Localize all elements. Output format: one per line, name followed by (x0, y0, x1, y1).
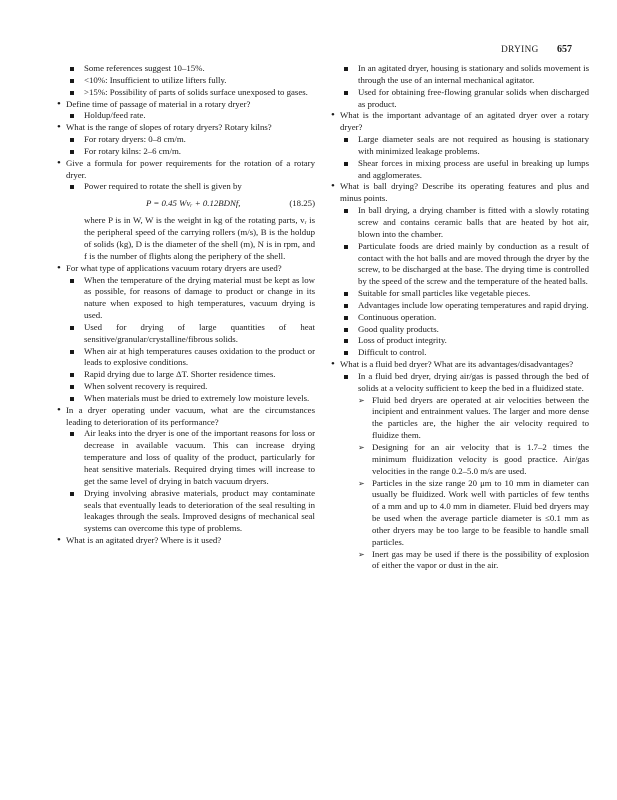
question-item: • In a dryer operating under vacuum, what are the circumstances leading to deterioration of its performance? (57, 405, 315, 429)
question-item: • What is an agitated dryer? Where is it used? (57, 535, 315, 547)
answer-item: Holdup/feed rate. (57, 110, 315, 122)
answer-item: When solvent recovery is required. (57, 381, 315, 393)
answer-item: Rapid drying due to large ΔT. Shorter residence times. (57, 369, 315, 381)
answer-item: Large diameter seals are not required as housing is stationary with minimized leakage problems. (331, 134, 589, 158)
question-item: • What is the important advantage of an agitated dryer over a rotary dryer? (331, 110, 589, 134)
question-item: • Define time of passage of material in a rotary dryer? (57, 99, 315, 111)
left-column (57, 63, 315, 547)
answer-item: Air leaks into the dryer is one of the important reasons for loss or decrease in available vacuum. This can increase drying temperature and loss of quality of the product, particularly for heat sensitive materials. Required drying times will increase to get the same level of drying in batch vacuum dryers. (57, 428, 315, 487)
answer-item: Drying involving abrasive materials, product may contaminate seals that eventually leads to deterioration of the seal resulting in leakages through the seals. Improved designs of mechanical seal systems can overcome this type of problems. (57, 488, 315, 535)
answer-item: Continuous operation. (331, 312, 589, 324)
answer-item: Particulate foods are dried mainly by conduction as a result of contact with the hot balls and are moved through the dryer by the screw, to be discharged at the base. The drying time is controlled by the speed of the screw and the temperature of the heated balls. (331, 241, 589, 288)
answer-item: Good quality products. (331, 324, 589, 336)
sub-answer-item: ➢ Particles in the size range 20 μm to 10 mm in diameter can usually be fluidized. Work well with particles of few tenths of a mm and up to 4.0 mm in diameter. Fluid bed dryers may be used when the average particle diameter is ≤0.1 mm as other dryers may be too large to be feasible to handle small particles. (331, 478, 589, 549)
answer-item: In an agitated dryer, housing is stationary and solids movement is through the use of an internal mechanical agitator. (331, 63, 589, 87)
answer-item: >15%: Possibility of parts of solids surface unexposed to gases. (57, 87, 315, 99)
answer-item: When air at high temperatures causes oxidation to the product or leads to explosive conditions. (57, 346, 315, 370)
answer-item: Some references suggest 10–15%. (57, 63, 315, 75)
right-column (331, 63, 589, 572)
answer-item: In ball drying, a drying chamber is fitted with a slowly rotating screw and contains ceramic balls that are heated by hot air, blown into the chamber. (331, 205, 589, 241)
sub-answer-item: ➢ Fluid bed dryers are operated at air velocities between the incipient and entrainment values. The larger and more dense the particles are, the higher the air velocity required to fluidize them. (331, 395, 589, 442)
question-item: • What is ball drying? Describe its operating features and plus and minus points. (331, 181, 589, 205)
answer-item: <10%: Insufficient to utilize lifters fully. (57, 75, 315, 87)
question-item: • For what type of applications vacuum rotary dryers are used? (57, 263, 315, 275)
equation-number: (18.25) (289, 198, 315, 209)
answer-item: When the temperature of the drying material must be kept as low as possible, for reasons of damage to product or change in its nature when exposed to high temperatures, vacuum drying is used. (57, 275, 315, 322)
answer-item: Power required to rotate the shell is given by (57, 181, 315, 193)
sub-answer-item: ➢ Inert gas may be used if there is the possibility of explosion of either the vapor or dust in the air. (331, 549, 589, 573)
question-item: • What is a fluid bed dryer? What are its advantages/disadvantages? (331, 359, 589, 371)
question-item: • What is the range of slopes of rotary dryers? Rotary kilns? (57, 122, 315, 134)
equation-formula: P = 0.45 Wvᵣ + 0.12BDNf, (146, 198, 241, 209)
page-number: 657 (557, 44, 572, 55)
answer-item: Loss of product integrity. (331, 335, 589, 347)
sub-answer-item: ➢ Designing for an air velocity that is 1.7–2 times the minimum fluidization velocity is good practice. Air/gas velocities in the range 0.2–5.0 m/s are used. (331, 442, 589, 478)
answer-item: Used for drying of large quantities of heat sensitive/granular/crystalline/fibrous solids. (57, 322, 315, 346)
answer-item: For rotary kilns: 2–6 cm/m. (57, 146, 315, 158)
answer-item: Used for obtaining free-flowing granular solids when discharged as product. (331, 87, 589, 111)
running-header (40, 44, 572, 58)
answer-item: Shear forces in mixing process are useful in breaking up lumps and agglomerates. (331, 158, 589, 182)
question-item: • Give a formula for power requirements for the rotation of a rotary dryer. (57, 158, 315, 182)
answer-item: Difficult to control. (331, 347, 589, 359)
equation (57, 193, 315, 215)
paragraph: where P is in W, W is the weight in kg of the rotating parts, vᵣ is the peripheral speed of the carrying rollers (m/s), B is the holdup of solids (kg), D is the diameter of the shell (m), N is in rpm, and f is the number of flights along the periphery of the shell. (84, 215, 315, 261)
answer-item: Advantages include low operating temperatures and rapid drying. (331, 300, 589, 312)
section-title: DRYING (501, 44, 539, 54)
answer-item: In a fluid bed dryer, drying air/gas is passed through the bed of solids at a velocity sufficient to keep the bed in a fluidized state. (331, 371, 589, 395)
answer-item: Suitable for small particles like vegetable pieces. (331, 288, 589, 300)
answer-item: When materials must be dried to extremely low moisture levels. (57, 393, 315, 405)
answer-item: For rotary dryers: 0–8 cm/m. (57, 134, 315, 146)
